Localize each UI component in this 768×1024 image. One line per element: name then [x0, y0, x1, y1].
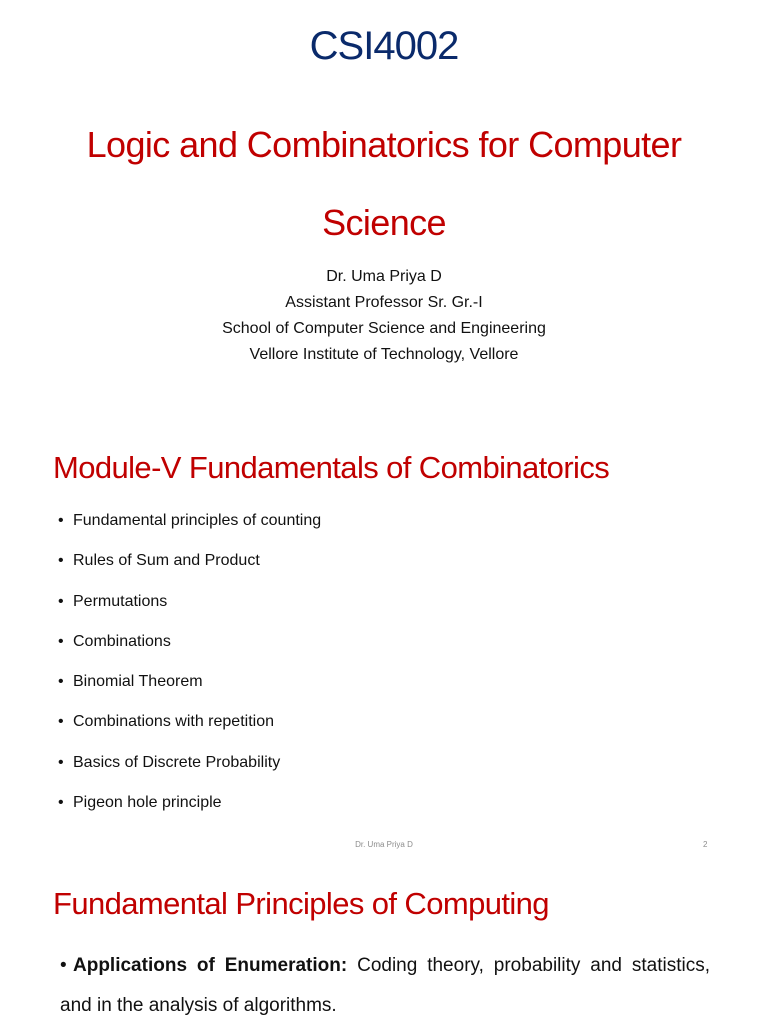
principles-slide: [0, 868, 768, 1024]
course-title: Logic and Combinatorics for Computer Science: [86, 124, 682, 243]
enumeration-term: Applications of Enumeration:: [73, 955, 348, 976]
topic-label: Pigeon hole principle: [73, 794, 222, 812]
list-item: [58, 633, 321, 673]
bullet-icon: •: [58, 794, 64, 812]
slide-footer-author: Dr. Uma Priya D: [355, 840, 413, 849]
course-code: CSI4002: [309, 24, 459, 68]
topic-list: [58, 512, 321, 834]
module-slide: [0, 432, 768, 856]
author-institute: Vellore Institute of Technology, Vellore: [249, 346, 519, 363]
bullet-icon: •: [58, 632, 64, 650]
topic-label: Combinations: [73, 632, 171, 650]
topic-label: Fundamental principles of counting: [73, 512, 322, 529]
list-item: [58, 794, 321, 834]
enumeration-description: Coding theory, probability and statistics, and in the analysis of algorithms.: [60, 955, 711, 1016]
list-item: [58, 512, 321, 552]
list-item: [58, 713, 321, 753]
author-school: School of Computer Science and Engineering: [222, 320, 546, 337]
slide-page-number: 2: [703, 840, 708, 849]
principles-title: Fundamental Principles of Computing: [53, 886, 549, 921]
bullet-icon: •: [60, 955, 67, 976]
topic-label: Combinations with repetition: [73, 713, 274, 731]
topic-label: Binomial Theorem: [73, 673, 203, 691]
list-item: [58, 754, 321, 794]
bullet-icon: •: [58, 673, 64, 691]
author-designation: Assistant Professor Sr. Gr.-I: [285, 294, 483, 311]
bullet-icon: •: [58, 512, 64, 529]
module-title: Module-V Fundamentals of Combinatorics: [53, 450, 610, 485]
author-block: [0, 264, 768, 368]
topic-label: Basics of Discrete Probability: [73, 753, 281, 771]
principles-bullet: [60, 946, 710, 1024]
bullet-icon: •: [58, 753, 64, 771]
list-item: [58, 593, 321, 633]
bullet-icon: •: [58, 592, 64, 610]
bullet-icon: •: [58, 713, 64, 731]
list-item: [58, 673, 321, 713]
topic-label: Permutations: [73, 592, 168, 610]
title-slide: [0, 0, 768, 394]
topic-label: Rules of Sum and Product: [73, 552, 260, 570]
bullet-icon: •: [58, 552, 64, 570]
author-name: Dr. Uma Priya D: [326, 268, 442, 285]
list-item: [58, 552, 321, 592]
